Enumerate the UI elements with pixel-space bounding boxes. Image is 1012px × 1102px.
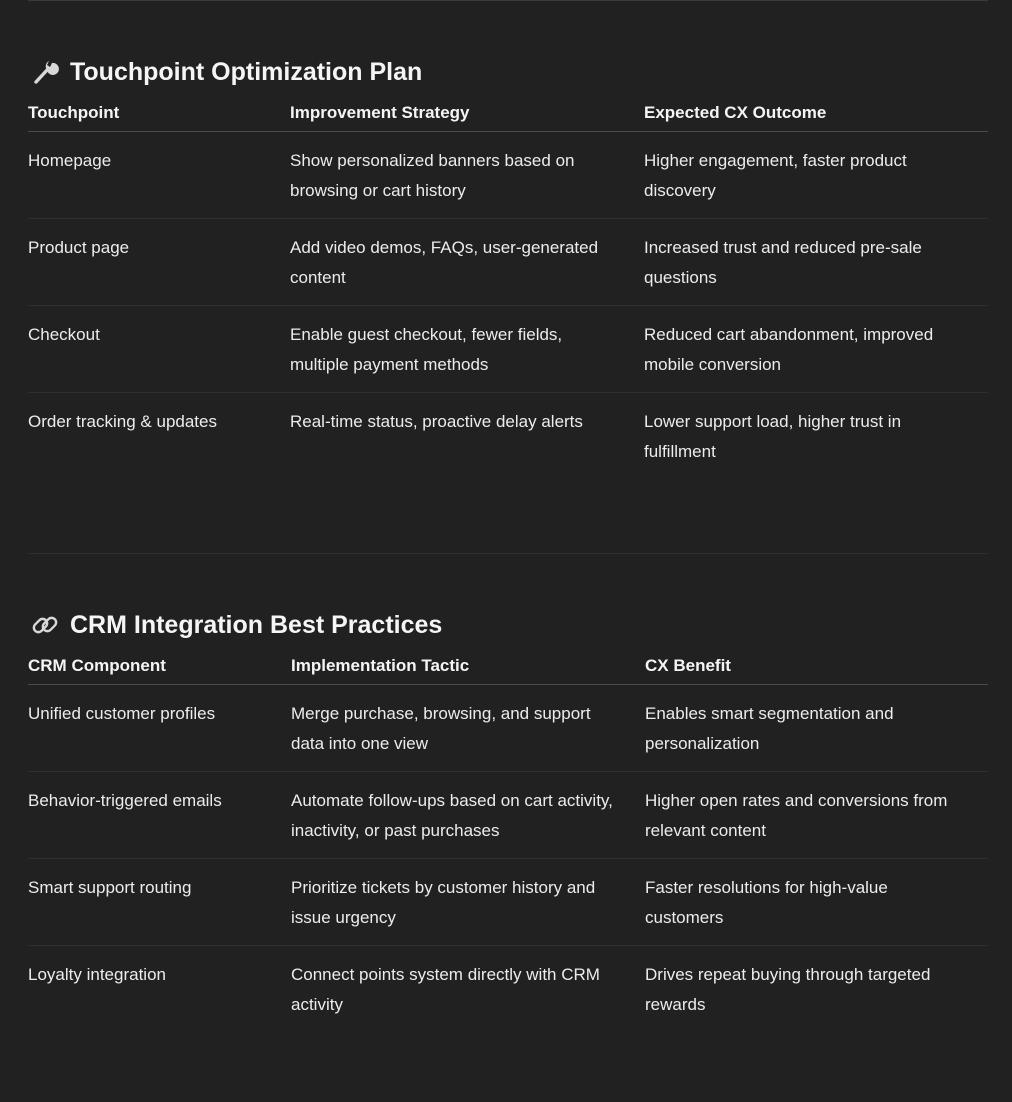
table-row [28, 772, 988, 859]
table-cell: Lower support load, higher trust in fulfillment [644, 412, 902, 461]
table-row [28, 219, 988, 306]
table-cell: Behavior-triggered emails [28, 772, 291, 859]
table-cell: Faster resolutions for high-value customers [645, 859, 988, 946]
table-cell: Real-time status, proactive delay alerts [290, 412, 583, 431]
column-header: Touchpoint [28, 103, 290, 132]
column-header: Improvement Strategy [290, 103, 644, 132]
table-cell: Product page [28, 219, 290, 306]
table-cell: Higher engagement, faster product discovery [644, 132, 988, 219]
table-cell: Merge purchase, browsing, and support data into one view [291, 685, 645, 772]
table-cell: Reduced cart abandonment, improved mobile conversion [644, 306, 988, 393]
table-cell: Order tracking & updates [28, 412, 217, 431]
table-cell: Checkout [28, 306, 290, 393]
table-cell: Add video demos, FAQs, user-generated content [290, 219, 644, 306]
crm-table [28, 656, 988, 1032]
table-cell: Increased trust and reduced pre-sale questions [644, 219, 988, 306]
section-divider [28, 553, 988, 554]
touchpoint-table [28, 103, 988, 479]
table-cell: Enable guest checkout, fewer fields, multiple payment methods [290, 306, 644, 393]
section-title: Touchpoint Optimization Plan [70, 57, 423, 86]
table-cell: Higher open rates and conversions from relevant content [645, 772, 988, 859]
table-cell: Homepage [28, 132, 290, 219]
table-cell: Prioritize tickets by customer history and issue urgency [291, 859, 645, 946]
wrench-icon [28, 55, 62, 89]
table-cell: Unified customer profiles [28, 685, 291, 772]
column-header: CX Benefit [645, 656, 988, 685]
top-divider [28, 0, 988, 1]
touchpoint-section [28, 54, 988, 479]
link-icon [28, 608, 62, 642]
table-header-row [28, 656, 988, 685]
table-cell: Connect points system directly with CRM activity [291, 965, 600, 1014]
crm-section [28, 607, 988, 1032]
section-heading [28, 607, 988, 643]
table-row [28, 859, 988, 946]
table-row [28, 946, 988, 1033]
section-title: CRM Integration Best Practices [70, 610, 443, 639]
table-cell: Show personalized banners based on browsing or cart history [290, 132, 644, 219]
table-row [28, 685, 988, 772]
table-cell: Smart support routing [28, 859, 291, 946]
table-row [28, 393, 988, 480]
table-cell: Enables smart segmentation and personalization [645, 685, 988, 772]
table-cell: Drives repeat buying through targeted rewards [645, 965, 931, 1014]
table-cell: Automate follow-ups based on cart activity, inactivity, or past purchases [291, 772, 645, 859]
table-row [28, 132, 988, 219]
section-heading [28, 54, 988, 90]
table-cell: Loyalty integration [28, 965, 166, 984]
table-header-row [28, 103, 988, 132]
column-header: CRM Component [28, 656, 291, 685]
table-row [28, 306, 988, 393]
column-header: Implementation Tactic [291, 656, 645, 685]
column-header: Expected CX Outcome [644, 103, 988, 132]
